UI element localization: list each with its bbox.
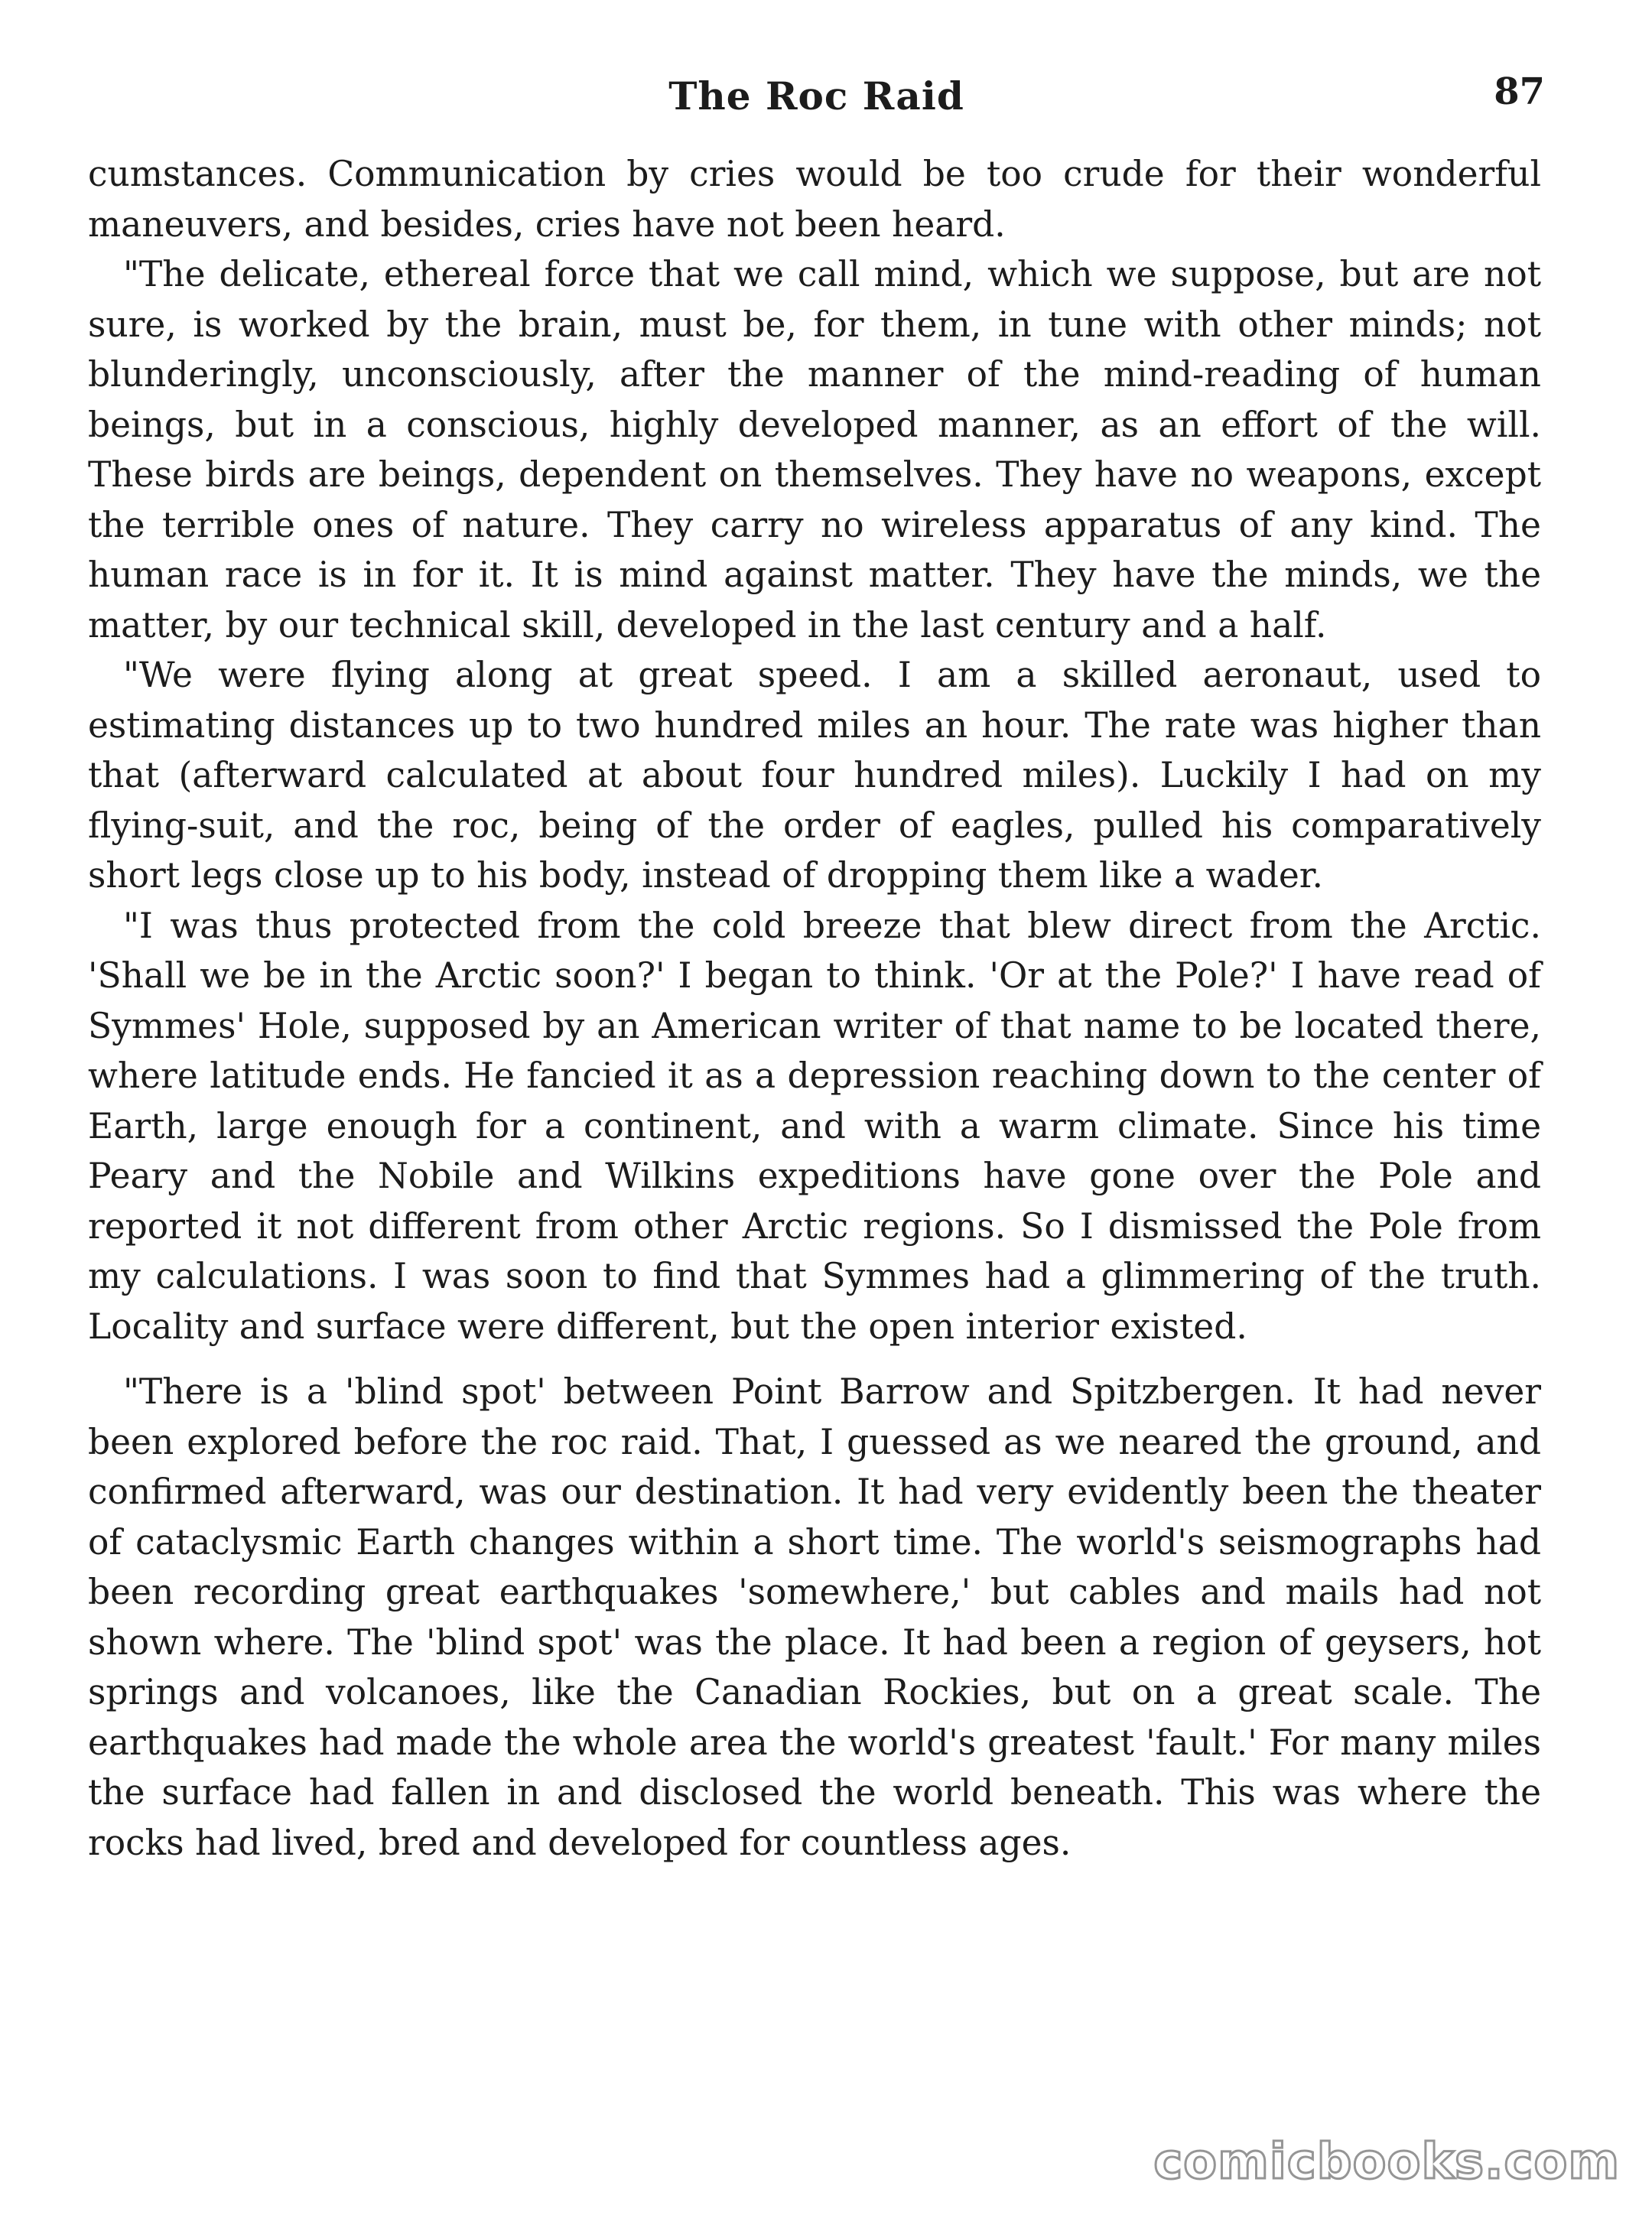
paragraph: "There is a 'blind spot' between Point Barrow and Spitzbergen. It had never been explored before the roc raid. That, I guessed as we neared the ground, and confirmed afterward, was our destination. It had very evidently been the theater of cataclysmic Earth changes within a short time. The world's seismographs had been recording great earthquakes 'somewhere,' but cables and mails had not shown where. The 'blind spot' was the place. It had been a region of geysers, hot springs and volcanoes, like the Canadian Rockies, but on a great scale. The earthquakes had made the whole area the world's greatest 'fault.' For many miles the surface had fallen in and disclosed the world beneath. This was where the rocks had lived, bred and developed for countless ages. [88, 1371, 1541, 1863]
body-text [88, 149, 1541, 1868]
paragraph: "I was thus protected from the cold breeze that blew direct from the Arctic. 'Shall we be in the Arctic soon?' I began to think. 'Or at the Pole?' I have read of Symmes' Hole, supposed by an American writer of that name to be located there, where latitude ends. He fancied it as a depression reaching down to the center of Earth, large enough for a continent, and with a warm climate. Since his time Peary and the Nobile and Wilkins expeditions have gone over the Pole and reported it not different from other Arctic regions. So I dismissed the Pole from my calculations. I was soon to find that Symmes had a glimmering of the truth. Locality and surface were different, but the open interior existed. [88, 905, 1541, 1347]
paragraph-continuation: cumstances. Communication by cries would be too crude for their wonderful maneuvers, and besides, cries have not been heard. [88, 154, 1541, 245]
paragraph: "The delicate, ethereal force that we call mind, which we suppose, but are not sure, is worked by the brain, must be, for them, in tune with other minds; not blunderingly, unconsciously, after the manner of the mind-reading of human beings, but in a conscious, highly developed manner, as an effort of the will. These birds are beings, dependent on themselves. They have no weapons, except the terrible ones of nature. They carry no wireless apparatus of any kind. The human race is in for it. It is mind against matter. They have the minds, we the matter, by our technical skill, developed in the last century and a half. [88, 254, 1541, 646]
paragraph: "We were flying along at great speed. I am a skilled aeronaut, used to estimating distances up to two hundred miles an hour. The rate was higher than that (afterward calculated at about four hundred miles). Luckily I had on my flying-suit, and the roc, being of the order of eagles, pulled his comparatively short legs close up to his body, instead of dropping them like a wader. [88, 655, 1541, 896]
running-head [88, 70, 1545, 124]
watermark-logo: comicbooks.com [1153, 2134, 1620, 2190]
page-title: The Roc Raid [668, 73, 964, 119]
page-number: 87 [1494, 70, 1545, 113]
